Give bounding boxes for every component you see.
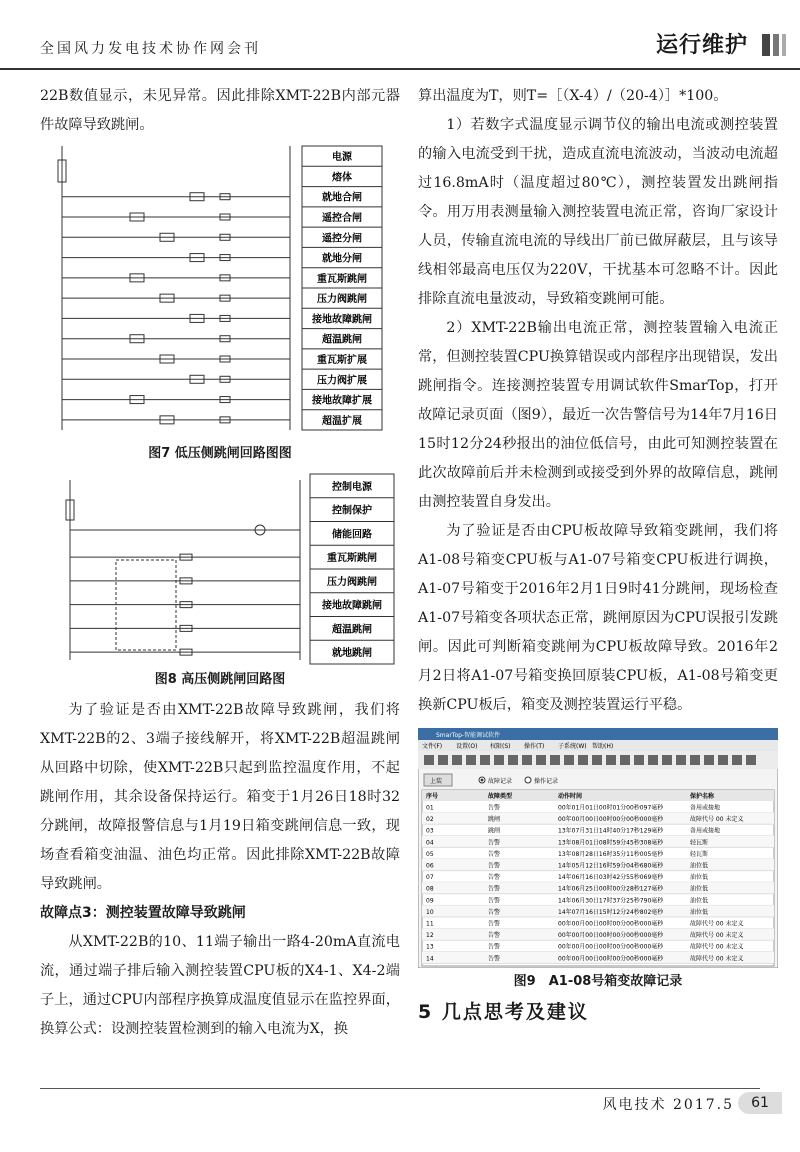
fig7-label: 电源 <box>332 152 352 164</box>
paragraph: 22B数值显示，未见异常。因此排除XMT-22B内部元器件故障导致跳闸。 <box>40 88 400 133</box>
paragraph: 算出温度为T，则T=［（X-4）/（20-4）］*100。 <box>418 88 728 104</box>
fig7-label: 遥控分闸 <box>322 233 362 245</box>
table-cell: 备用或接地 <box>690 804 721 812</box>
left-column <box>40 82 400 1044</box>
table-cell: 告警 <box>488 874 501 882</box>
table-cell: 轻瓦斯 <box>690 839 709 847</box>
table-cell: 告警 <box>488 932 501 940</box>
table-cell: 告警 <box>488 850 501 858</box>
table-cell: 14年06月25日00时00分28秒127毫秒 <box>558 885 664 893</box>
table-cell: 06 <box>426 862 434 870</box>
fig7-label: 超温扩展 <box>322 415 362 427</box>
table-cell: 09 <box>426 897 434 905</box>
table-cell: 05 <box>426 850 434 858</box>
toolbar-icon[interactable] <box>704 755 714 765</box>
table-cell: 08 <box>426 885 434 893</box>
paragraph: 从XMT-22B的10、11端子输出一路4-20mA直流电流，通过端子排后输入测控装置CPU板的X4-1、X4-2端子上，通过CPU内部程序换算成温度值显示在监控界面，换算公式：设测控装置检测到的输入电流为X，换 <box>40 934 400 1037</box>
table-cell: 00年00月00日00时00分00秒000毫秒 <box>558 920 664 928</box>
table-cell: 13 <box>426 943 434 951</box>
table-cell: 14 <box>426 955 434 963</box>
figure-9-screenshot <box>418 728 778 968</box>
toolbar-icon[interactable] <box>452 755 462 765</box>
table-cell: 02 <box>426 816 434 824</box>
toolbar-icon[interactable] <box>718 755 728 765</box>
table-cell: 13年08月01日08时59分45秒308毫秒 <box>558 839 664 847</box>
table-cell: 00年00月00日00时00分00秒000毫秒 <box>558 816 664 824</box>
table-cell: 故障代号 00 未定义 <box>690 816 744 824</box>
section-title: 运行维护 <box>655 33 748 58</box>
paragraph: 为了验证是否由CPU板故障导致箱变跳闸，我们将A1-08号箱变CPU板与A1-07号箱变CPU板进行调换，A1-07号箱变于2016年2月1日9时41分跳闸，现场检查A1-07号箱变各项状态正常，跳闸原因为CPU误报引发跳闸。因此可判断箱变跳闸为CPU板故障导致。2016年2月2日将A1-07号箱变换回原装CPU板，A1-08号箱变更换新CPU板后，箱变及测控装置运行平稳。 <box>418 523 778 713</box>
table-cell: 故障代号 00 未定义 <box>690 920 744 928</box>
page-number: 61 <box>738 1092 782 1114</box>
radio-operation-record[interactable]: 操作记录 <box>534 778 559 785</box>
toolbar-icon[interactable] <box>508 755 518 765</box>
table-cell: 油位低 <box>690 874 709 882</box>
toolbar-icon[interactable] <box>536 755 546 765</box>
table-cell: 14年07月16日15时12分24秒802毫秒 <box>558 908 664 916</box>
toolbar-icon[interactable] <box>564 755 574 765</box>
header-decoration <box>762 34 786 56</box>
table-cell: 告警 <box>488 804 501 812</box>
toolbar-icon[interactable] <box>578 755 588 765</box>
table-cell: 告警 <box>488 943 501 951</box>
table-cell: 故障代号 00 未定义 <box>690 955 744 963</box>
table-cell: 07 <box>426 874 434 882</box>
fig8-label: 接地故障跳闸 <box>322 600 382 612</box>
toolbar-icon[interactable] <box>522 755 532 765</box>
table-cell: 故障代号 00 未定义 <box>690 932 744 940</box>
figure-7-diagram <box>40 140 400 440</box>
table-cell: 13年07月31日14时40分17秒129毫秒 <box>558 827 664 835</box>
table-cell: 告警 <box>488 862 501 870</box>
table-header: 故障类型 <box>488 793 513 800</box>
fig7-label: 重瓦斯扩展 <box>317 355 367 366</box>
table-cell: 00年00月00日00时00分00秒000毫秒 <box>558 943 664 951</box>
fig8-label: 控制保护 <box>332 505 372 517</box>
table-header: 动作时间 <box>558 793 583 800</box>
fig7-label: 接地故障跳闸 <box>312 314 372 326</box>
figure-7-caption: 图7 低压侧跳闸回路图图 <box>148 446 292 461</box>
fig7-label: 遥控合闸 <box>322 213 362 224</box>
paragraph: 为了验证是否由XMT-22B故障导致跳闸，我们将XMT-22B的2、3端子接线解开，将XMT-22B超温跳闸从回路中切除，使XMT-22B只起到监控温度作用，不起跳闸作用，其余设备保持运行。箱变于1月26日18时32分跳闸，故障报警信息与1月19日箱变跳闸信息一致，现场查看箱变油温、油色均正常。因此排除XMT-22B故障导致跳闸。 <box>40 702 400 892</box>
table-cell: 跳闸 <box>488 816 501 824</box>
toolbar-icon[interactable] <box>466 755 476 765</box>
menu-item[interactable]: 设置(O) <box>456 743 478 750</box>
figure-9-caption: 图9 A1-08号箱变故障记录 <box>513 974 683 989</box>
toolbar-icon[interactable] <box>662 755 672 765</box>
table-cell: 10 <box>426 908 434 916</box>
table-cell: 14年06月16日03时42分55秒069毫秒 <box>558 874 664 882</box>
figure-8-caption: 图8 高压侧跳闸回路图 <box>154 672 286 687</box>
toolbar-icon[interactable] <box>634 755 644 765</box>
table-cell: 13年08月28日16时35分11秒005毫秒 <box>558 850 664 858</box>
journal-name: 全国风力发电技术协作网会刊 <box>40 41 261 57</box>
footer-journal: 风电技术 2017.5 <box>602 1097 734 1113</box>
fig8-label: 超温跳闸 <box>332 624 372 636</box>
toolbar-icon[interactable] <box>438 755 448 765</box>
fig7-label: 压力阀跳闸 <box>317 294 367 306</box>
toolbar-icon[interactable] <box>746 755 756 765</box>
menu-item[interactable]: 帮助(H) <box>592 743 614 750</box>
toolbar-icon[interactable] <box>480 755 490 765</box>
window-title: SmarTop-智能调试软件 <box>436 732 501 739</box>
fig8-label: 储能回路 <box>332 529 372 541</box>
table-cell: 油位低 <box>690 897 709 905</box>
table-cell: 备用或接地 <box>690 827 721 835</box>
table-cell: 告警 <box>488 885 501 893</box>
table-cell: 03 <box>426 827 434 835</box>
fig7-label: 压力阀扩展 <box>317 375 367 387</box>
table-cell: 11 <box>426 920 434 928</box>
table-cell: 04 <box>426 839 434 847</box>
toolbar-icon[interactable] <box>424 755 434 765</box>
radio-fault-record[interactable]: 故障记录 <box>488 778 513 785</box>
menu-item[interactable]: 权限(S) <box>490 743 511 750</box>
fig8-label: 重瓦斯跳闸 <box>327 553 377 565</box>
toolbar-icon[interactable] <box>606 755 616 765</box>
table-cell: 01 <box>426 804 434 812</box>
table-header: 序号 <box>426 793 439 800</box>
fig7-label: 接地故障扩展 <box>312 395 372 407</box>
table-cell: 14年06月30日17时37分25秒790毫秒 <box>558 897 664 905</box>
fig8-label: 压力阀跳闸 <box>327 576 377 588</box>
table-cell: 告警 <box>488 908 501 916</box>
figure-8-diagram <box>40 470 400 666</box>
paragraph: 1）若数字式温度显示调节仪的输出电流或测控装置的输入电流受到干扰，造成直流电流波动，当波动电流超过16.8mA时（温度超过80℃），测控装置发出跳闸指令。用万用表测量输入测控装置电流正常，咨询厂家设计人员，传输直流电流的导线出厂前已做屏蔽层，且与该导线相邻最高电压仅为220V，干扰基本可忽略不计。因此排除直流电量波动，导致箱变跳闸可能。 <box>418 117 778 307</box>
fig7-label: 重瓦斯跳闸 <box>317 273 367 285</box>
table-cell: 油位低 <box>690 862 709 870</box>
toolbar-icon[interactable] <box>494 755 504 765</box>
toolbar-icon[interactable] <box>620 755 630 765</box>
fig7-label: 超温跳闸 <box>322 334 362 346</box>
table-cell: 14年05月12日16时59分04秒680毫秒 <box>558 862 664 870</box>
fig8-label: 控制电源 <box>332 481 372 493</box>
upload-button[interactable]: 上装 <box>430 778 443 785</box>
toolbar-icon[interactable] <box>732 755 742 765</box>
fig8-label: 就地跳闸 <box>332 648 372 660</box>
paragraph: 2）XMT-22B输出电流正常，测控装置输入电流正常，但测控装置CPU换算错误或内部程序出现错误，发出跳闸指令。连接测控装置专用调试软件SmarTop，打开故障记录页面（图9），最近一次告警信号为14年7月16日15时12分24秒报出的油位低信号，由此可知测控装置在此次故障前后并未检测到或接受到外界的故障信息，跳闸由测控装置自身发出。 <box>418 320 778 510</box>
fig7-label: 熔体 <box>332 172 352 184</box>
toolbar-icon[interactable] <box>690 755 700 765</box>
table-cell: 跳闸 <box>488 827 501 835</box>
section-heading-fault-3: 故障点3：测控装置故障导致跳闸 <box>40 905 246 921</box>
table-cell: 00年00月00日00时00分00秒000毫秒 <box>558 932 664 940</box>
menu-item[interactable]: 操作(T) <box>524 743 545 750</box>
footer-rule <box>40 1088 760 1089</box>
fig7-label: 就地分闸 <box>322 253 362 265</box>
table-cell: 00年00月00日00时00分00秒000毫秒 <box>558 955 664 963</box>
menu-item[interactable]: 子系统(W) <box>558 743 587 750</box>
section-heading-5: 5 几点思考及建议 <box>418 1001 589 1023</box>
header-rule <box>0 68 800 70</box>
table-header: 保护名称 <box>690 793 715 800</box>
table-cell: 告警 <box>488 920 501 928</box>
toolbar-icon[interactable] <box>550 755 560 765</box>
toolbar-icon[interactable] <box>648 755 658 765</box>
table-cell: 故障代号 00 未定义 <box>690 943 744 951</box>
table-cell: 告警 <box>488 897 501 905</box>
table-cell: 轻瓦斯 <box>690 850 709 858</box>
right-column <box>418 82 778 1027</box>
table-cell: 告警 <box>488 955 501 963</box>
table-cell: 告警 <box>488 839 501 847</box>
toolbar-icon[interactable] <box>592 755 602 765</box>
table-cell: 00年01月01日00时01分00秒097毫秒 <box>558 804 664 812</box>
table-cell: 12 <box>426 932 434 940</box>
fig7-label: 就地合闸 <box>322 192 362 204</box>
toolbar-icon[interactable] <box>676 755 686 765</box>
table-cell: 油位低 <box>690 885 709 893</box>
table-cell: 油位低 <box>690 908 709 916</box>
menu-item[interactable]: 文件(F) <box>422 743 443 750</box>
